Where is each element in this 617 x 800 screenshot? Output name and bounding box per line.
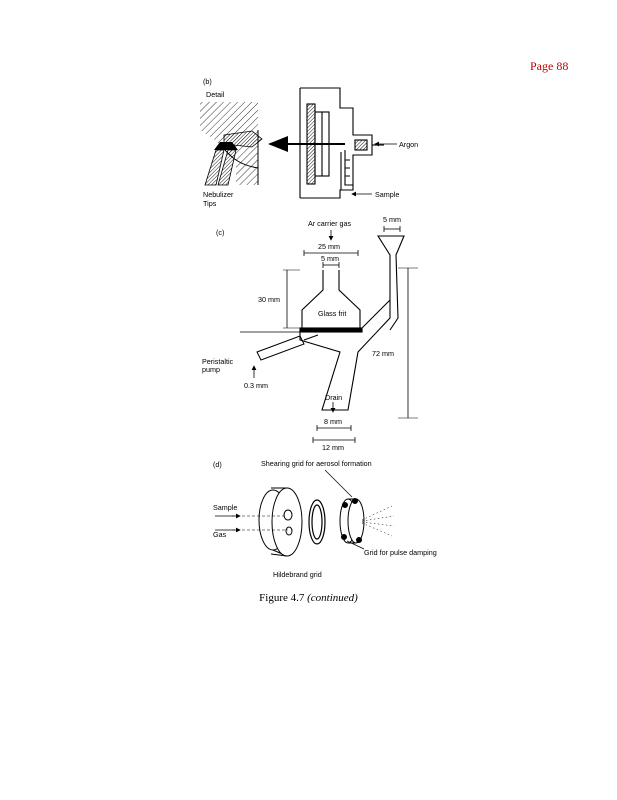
dim-0-3mm: 0.3 mm bbox=[244, 381, 268, 390]
gas-label: Gas bbox=[213, 530, 227, 539]
ar-carrier-gas-label: Ar carrier gas bbox=[308, 219, 352, 228]
peristaltic-label-line1: Peristaltic bbox=[202, 357, 234, 366]
panel-c-label: (c) bbox=[216, 228, 225, 237]
detail-label: Detail bbox=[206, 90, 225, 99]
dim-12mm: 12 mm bbox=[322, 443, 344, 452]
pulse-damping-label: Grid for pulse damping bbox=[364, 548, 437, 557]
dim-5mm-top: 5 mm bbox=[383, 215, 401, 224]
argon-label: Argon bbox=[399, 140, 419, 149]
dim-25mm: 25 mm bbox=[318, 242, 340, 251]
panel-d-label: (d) bbox=[213, 460, 222, 469]
page-number: Page 88 bbox=[530, 59, 569, 73]
spray-chamber bbox=[300, 236, 404, 410]
glass-frit-label: Glass frit bbox=[318, 309, 347, 318]
panel-b-label: (b) bbox=[203, 77, 212, 86]
figure-continued: (continued) bbox=[307, 592, 358, 604]
sample-label-d: Sample bbox=[213, 503, 238, 512]
panel-c bbox=[202, 215, 418, 452]
aerosol-spray bbox=[362, 506, 394, 536]
dim-5mm-inner: 5 mm bbox=[321, 254, 339, 263]
figure-caption bbox=[0, 592, 617, 604]
dim-72mm: 72 mm bbox=[372, 349, 394, 358]
nebulizer-label-line2: Tips bbox=[203, 199, 217, 208]
peristaltic-inlet bbox=[240, 332, 318, 360]
hildebrand-cylinder bbox=[259, 488, 302, 556]
hildebrand-grid-label: Hildebrand grid bbox=[273, 570, 322, 579]
drain-label: Drain bbox=[325, 393, 343, 402]
shearing-grid-label: Shearing grid for aerosol formation bbox=[261, 459, 372, 468]
gasket-ring bbox=[309, 500, 325, 544]
panel-b bbox=[200, 77, 418, 208]
figure-number: Figure 4.7 bbox=[259, 592, 305, 604]
sample-label-b: Sample bbox=[375, 190, 400, 199]
panel-d bbox=[213, 459, 437, 579]
grid-end-cap bbox=[340, 499, 364, 544]
peristaltic-label-line2: pump bbox=[202, 365, 220, 374]
nebulizer-label-line1: Nebulizer bbox=[203, 190, 234, 199]
dim-30mm: 30 mm bbox=[258, 295, 280, 304]
dim-8mm: 8 mm bbox=[324, 417, 342, 426]
